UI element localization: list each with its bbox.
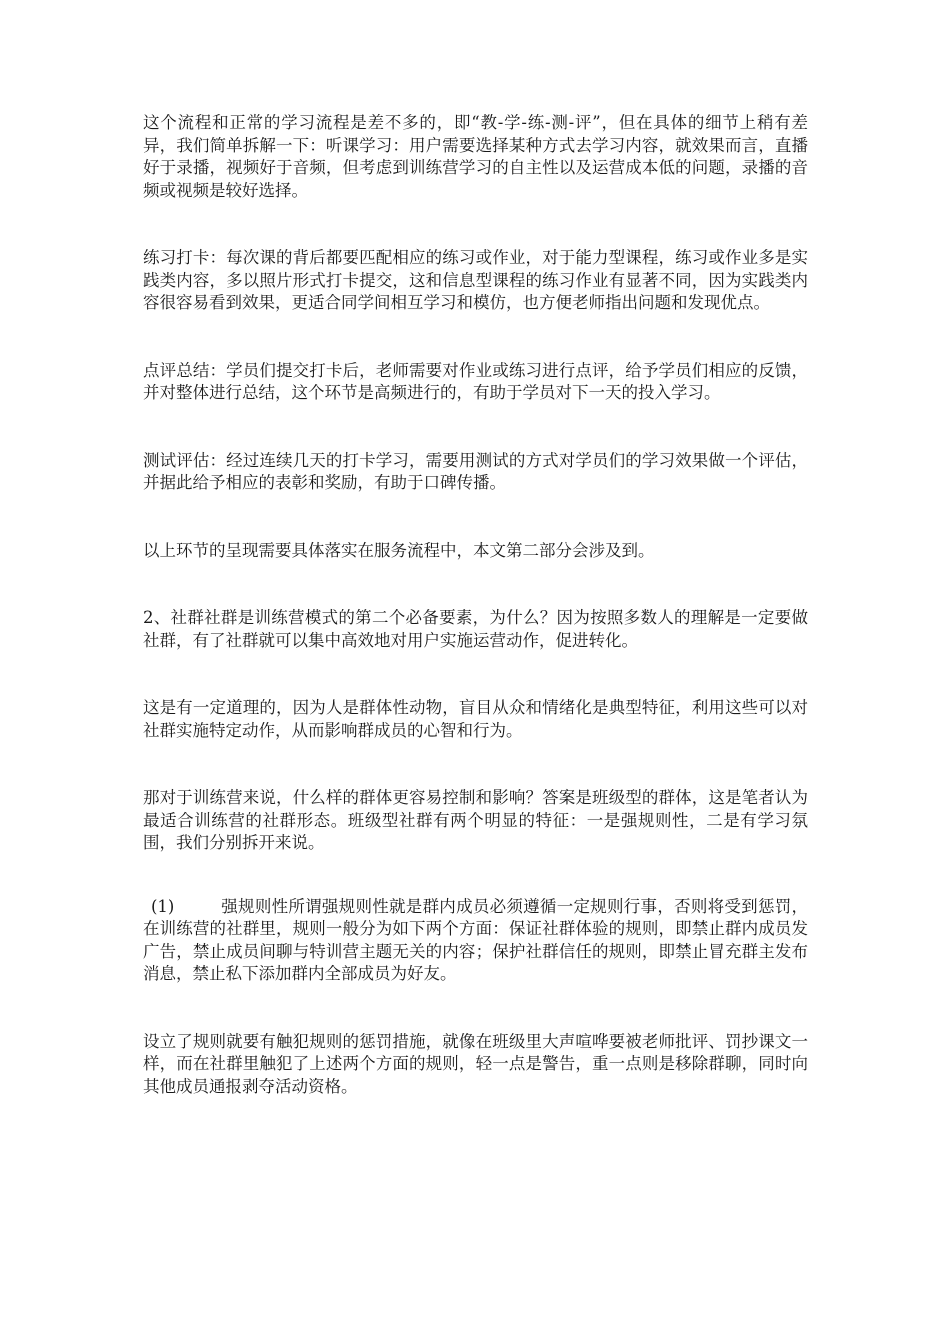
paragraph-practice-checkin: 练习打卡：每次课的背后都要匹配相应的练习或作业，对于能力型课程，练习或作业多是实践类内容，多以照片形式打卡提交，这和信息型课程的练习作业有显著不同，因为实践类内容很容易看到效果，更适合同学间相互学习和模仿，也方便老师指出问题和发现优点。 [143,248,808,312]
paragraph-service-flow: 以上环节的呈现需要具体落实在服务流程中，本文第二部分会涉及到。 [143,540,655,560]
paragraph-strong-rules [143,896,808,986]
paragraph-review-summary: 点评总结：学员们提交打卡后，老师需要对作业或练习进行点评，给予学员们相应的反馈，并对整体进行总结，这个环节是高频进行的，有助于学员对下一天的投入学习。 [143,360,808,402]
article-body [143,112,808,1143]
list-item-text: 强规则性所谓强规则性就是群内成员必须遵循一定规则行事，否则将受到惩罚，在训练营的社群里，规则一般分为如下两个方面：保证社群体验的规则，即禁止群内成员发广告，禁止成员间聊与特训营主题无关的内容；保护社群信任的规则，即禁止冒充群主发布消息，禁止私下添加群内全部成员为好友。 [143,896,808,983]
paragraph-group-behavior: 这是有一定道理的，因为人是群体性动物，盲目从众和情绪化是典型特征，利用这些可以对社群实施特定动作，从而影响群成员的心智和行为。 [143,698,808,740]
paragraph-learning-flow: 这个流程和正常的学习流程是差不多的，即“教-学-练-测-评”，但在具体的细节上稍有差异，我们简单拆解一下：听课学习：用户需要选择某种方式去学习内容，就效果而言，直播好于录播，视频好于音频，但考虑到训练营学习的自主性以及运营成本低的问题，录播的音频或视频是较好选择。 [143,113,808,200]
paragraph-class-community: 那对于训练营来说，什么样的群体更容易控制和影响？答案是班级型的群体，这是笔者认为最适合训练营的社群形态。班级型社群有两个明显的特征：一是强规则性，二是有学习氛围，我们分别拆开来说。 [143,788,808,852]
list-marker: (1) [151,896,175,916]
paragraph-punishment: 设立了规则就要有触犯规则的惩罚措施，就像在班级里大声喧哗要被老师批评、罚抄课文一样，而在社群里触犯了上述两个方面的规则，轻一点是警告，重一点则是移除群聊，同时向其他成员通报剥夺活动资格。 [143,1031,808,1096]
paragraph-community-heading: 2、社群社群是训练营模式的第二个必备要素，为什么？因为按照多数人的理解是一定要做社群，有了社群就可以集中高效地对用户实施运营动作，促进转化。 [143,608,808,650]
paragraph-test-evaluation: 测试评估：经过连续几天的打卡学习，需要用测试的方式对学员们的学习效果做一个评估，并据此给予相应的表彰和奖励，有助于口碑传播。 [143,450,808,492]
